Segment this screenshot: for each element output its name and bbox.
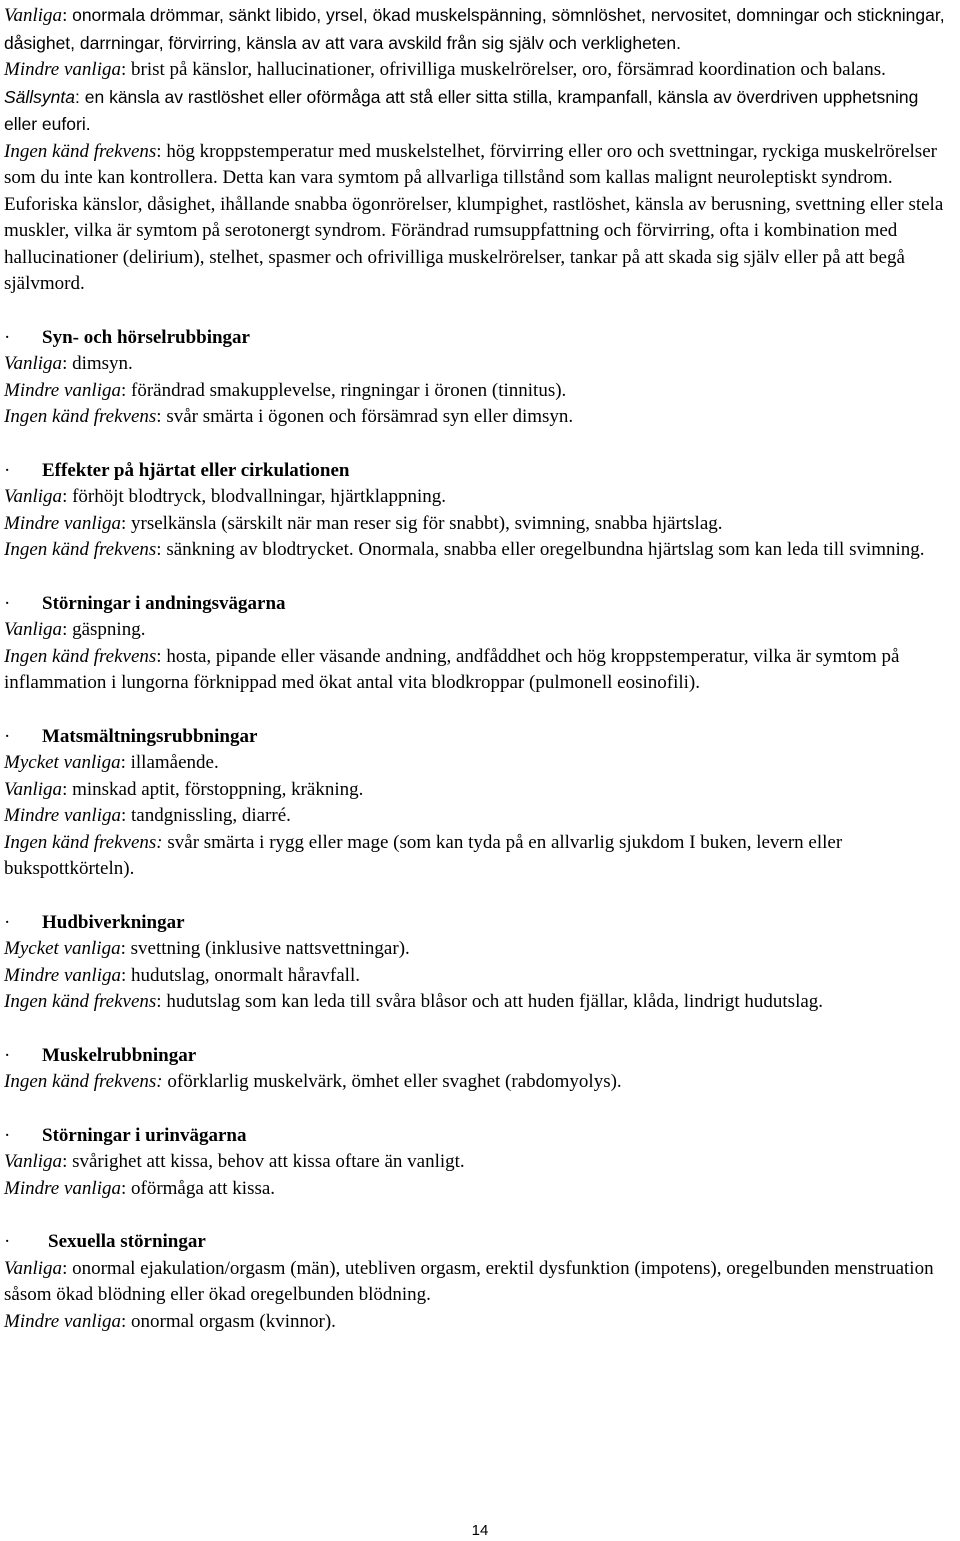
bullet-marker: · — [4, 1044, 11, 1066]
label-separator: : — [120, 59, 131, 80]
section-title: Sexuella störningar — [48, 1231, 206, 1252]
section-title: Störningar i andningsvägarna — [42, 592, 286, 614]
label-separator: : — [156, 140, 167, 162]
section-title: Matsmältningsrubbningar — [42, 725, 258, 747]
label-separator: : — [62, 778, 73, 800]
frequency-item — [4, 963, 954, 990]
paragraph-intro-1 — [4, 57, 954, 84]
item-text: onormal ejakulation/orgasm (män), utebliven orgasm, erektil dysfunktion (impotens), oregelbunden menstruation såsom ökad blödning eller ökad oregelbunden blödning. — [4, 1257, 934, 1305]
section-heading — [4, 325, 954, 352]
section-heading — [4, 458, 954, 485]
bullet-marker: · — [4, 459, 11, 481]
item-text: sänkning av blodtrycket. Onormala, snabba eller oregelbundna hjärtslag som kan leda till svimning. — [166, 539, 925, 560]
section-muscle — [4, 1043, 954, 1096]
frequency-label: Ingen känd frekvens: — [4, 1071, 163, 1092]
document-body — [4, 2, 954, 1335]
frequency-label: Mindre vanliga — [4, 805, 121, 826]
item-text: svår smärta i rygg eller mage (som kan tyda på en allvarlig sjukdom I buken, levern eller bukspottkörteln). — [4, 831, 843, 879]
section-title: Syn- och hörselrubbingar — [42, 326, 250, 348]
frequency-item — [4, 1309, 954, 1336]
item-text: hosta, pipande eller väsande andning, andfåddhet och hög kroppstemperatur, vilka är symtom på inflammation i lungorna förknippad med ökat antal vita blodkroppar (pulmonell eosinofili). — [4, 645, 900, 693]
frequency-label: Ingen känd frekvens — [4, 991, 157, 1012]
frequency-label: Vanliga — [4, 486, 63, 507]
section-heading — [4, 724, 954, 751]
frequency-label: Vanliga — [4, 353, 63, 374]
bullet-marker: · — [4, 725, 11, 747]
label-separator: : — [156, 991, 167, 1012]
paragraph-intro-0 — [4, 2, 954, 57]
paragraph-text: brist på känslor, hallucinationer, ofrivilliga muskelrörelser, oro, försämrad koordination och balans. — [131, 59, 886, 80]
frequency-label: Vanliga — [4, 619, 63, 640]
frequency-label: Mindre vanliga — [4, 512, 121, 534]
item-text: tandgnissling, diarré. — [131, 805, 291, 826]
section-heading — [4, 1229, 954, 1256]
frequency-item — [4, 351, 954, 378]
frequency-item — [4, 484, 954, 511]
frequency-item — [4, 803, 954, 830]
item-text: dimsyn. — [72, 353, 133, 374]
label-separator: : — [156, 539, 167, 560]
item-text: oförmåga att kissa. — [131, 1177, 276, 1199]
frequency-item — [4, 1149, 954, 1176]
item-text: hudutslag som kan leda till svåra blåsor och att huden fjällar, klåda, lindrigt hudutslag. — [166, 991, 824, 1012]
paragraph-intro-3 — [4, 139, 954, 298]
frequency-label: Ingen känd frekvens — [4, 645, 157, 667]
item-text: illamående. — [130, 752, 219, 773]
item-text: svår smärta i ögonen och försämrad syn eller dimsyn. — [166, 406, 574, 427]
label-separator: : — [62, 619, 73, 640]
frequency-label: Ingen känd frekvens — [4, 406, 157, 427]
section-spacer — [4, 1016, 954, 1043]
section-skin — [4, 910, 954, 1016]
section-heading — [4, 1043, 954, 1070]
label-separator: : — [62, 486, 73, 507]
frequency-label: Mindre vanliga — [4, 59, 121, 80]
section-title: Störningar i urinvägarna — [42, 1124, 247, 1146]
label-separator: : — [120, 964, 131, 986]
bullet-marker: · — [4, 1124, 11, 1146]
label-separator: : — [62, 1151, 73, 1172]
frequency-item — [4, 1069, 954, 1096]
paragraph-text: hög kroppstemperatur med muskelstelhet, förvirring eller oro och svettningar, ryckiga muskelrörelser som du inte kan kontrollera. Detta kan vara symtom på allvarliga tillstånd som kallas malignt neuroleptiskt syndrom. Euforiska känslor, dåsighet, ihållande snabba ögonrörelser, klumpighet, rastlöshet, känsla av berusning, svettning eller stela muskler, vilka är symtom på serotonergt syndrom. Förändrad rumsuppfattning och förvirring, ofta i kombination med hallucinationer (delirium), stelhet, spasmer och ofrivilliga muskelrörelser, tankar på att skada sig själv eller på att begå självmord. — [4, 140, 944, 294]
label-separator: : — [120, 1177, 131, 1199]
label-separator: : — [120, 379, 131, 401]
label-separator: : — [62, 353, 73, 374]
frequency-label: Mindre vanliga — [4, 1310, 121, 1332]
item-text: yrselkänsla (särskilt när man reser sig för snabbt), svimning, snabba hjärtslag. — [131, 512, 723, 534]
frequency-item — [4, 537, 954, 564]
item-text: svårighet att kissa, behov att kissa oftare än vanligt. — [72, 1151, 465, 1172]
frequency-label: Ingen känd frekvens — [4, 539, 157, 560]
label-separator: : — [120, 938, 131, 959]
frequency-item — [4, 617, 954, 644]
frequency-item — [4, 404, 954, 431]
section-heading — [4, 591, 954, 618]
frequency-label: Mindre vanliga — [4, 379, 121, 401]
label-separator: : — [120, 1310, 131, 1332]
item-text: hudutslag, onormalt håravfall. — [131, 964, 360, 986]
section-spacer — [4, 298, 954, 325]
section-spacer — [4, 564, 954, 591]
item-text: svettning (inklusive nattsvettningar). — [130, 938, 410, 959]
frequency-item — [4, 936, 954, 963]
page-number: 14 — [471, 1522, 489, 1539]
item-text: gäspning. — [72, 619, 146, 640]
frequency-label: Vanliga — [4, 5, 63, 26]
section-spacer — [4, 1096, 954, 1123]
item-text: förändrad smakupplevelse, ringningar i öronen (tinnitus). — [131, 379, 567, 401]
frequency-item — [4, 378, 954, 405]
bullet-marker: · — [4, 911, 11, 933]
section-heading — [4, 910, 954, 937]
label-separator: : — [156, 645, 167, 667]
section-spacer — [4, 1202, 954, 1229]
frequency-item — [4, 1176, 954, 1203]
label-separator: : — [62, 1257, 73, 1279]
section-spacer — [4, 431, 954, 458]
paragraph-intro-2 — [4, 84, 954, 139]
frequency-label: Ingen känd frekvens — [4, 140, 157, 162]
frequency-label: Vanliga — [4, 1151, 63, 1172]
frequency-label: Ingen känd frekvens: — [4, 831, 163, 853]
item-text: förhöjt blodtryck, blodvallningar, hjärtklappning. — [72, 486, 446, 507]
frequency-label: Sällsynta — [4, 86, 76, 107]
label-separator: : — [75, 86, 85, 107]
section-spacer — [4, 697, 954, 724]
label-separator: : — [120, 512, 131, 534]
label-separator: : — [62, 5, 73, 26]
label-separator: : — [120, 805, 131, 826]
item-text: minskad aptit, förstoppning, kräkning. — [72, 778, 364, 800]
section-sexual — [4, 1229, 954, 1335]
paragraph-text: en känsla av rastlöshet eller oförmåga att stå eller sitta stilla, krampanfall, känsla av överdriven upphetsning eller eufori. — [4, 86, 919, 134]
frequency-label: Vanliga — [4, 778, 63, 800]
section-title: Effekter på hjärtat eller cirkulationen — [42, 459, 350, 481]
frequency-item — [4, 511, 954, 538]
frequency-item — [4, 989, 954, 1016]
section-respiratory — [4, 591, 954, 697]
frequency-label: Mindre vanliga — [4, 1177, 121, 1199]
frequency-item — [4, 750, 954, 777]
section-vision-hearing — [4, 325, 954, 431]
intro-block — [4, 2, 954, 298]
frequency-item — [4, 644, 954, 697]
label-separator: : — [156, 406, 167, 427]
frequency-item — [4, 777, 954, 804]
item-text: oförklarlig muskelvärk, ömhet eller svaghet (rabdomyolys). — [167, 1071, 622, 1092]
section-title: Muskelrubbningar — [42, 1044, 197, 1066]
section-spacer — [4, 883, 954, 910]
frequency-item — [4, 830, 954, 883]
bullet-marker: · — [4, 326, 11, 348]
bullet-marker: · — [4, 592, 11, 614]
item-text: onormal orgasm (kvinnor). — [131, 1310, 336, 1332]
frequency-item — [4, 1256, 954, 1309]
label-separator: : — [120, 752, 131, 773]
section-title: Hudbiverkningar — [42, 911, 185, 933]
section-digestive — [4, 724, 954, 883]
section-urinary — [4, 1123, 954, 1203]
frequency-label: Mindre vanliga — [4, 964, 121, 986]
frequency-label: Mycket vanliga — [4, 752, 121, 773]
section-heading — [4, 1123, 954, 1150]
frequency-label: Mycket vanliga — [4, 938, 121, 959]
frequency-label: Vanliga — [4, 1257, 63, 1279]
bullet-marker: · — [4, 1231, 11, 1252]
paragraph-text: onormala drömmar, sänkt libido, yrsel, ökad muskelspänning, sömnlöshet, nervositet, domningar och stickningar, dåsighet, darrningar, förvirring, känsla av att vara avskild från sig själv och verkligheten. — [4, 5, 945, 53]
section-heart-circulation — [4, 458, 954, 564]
